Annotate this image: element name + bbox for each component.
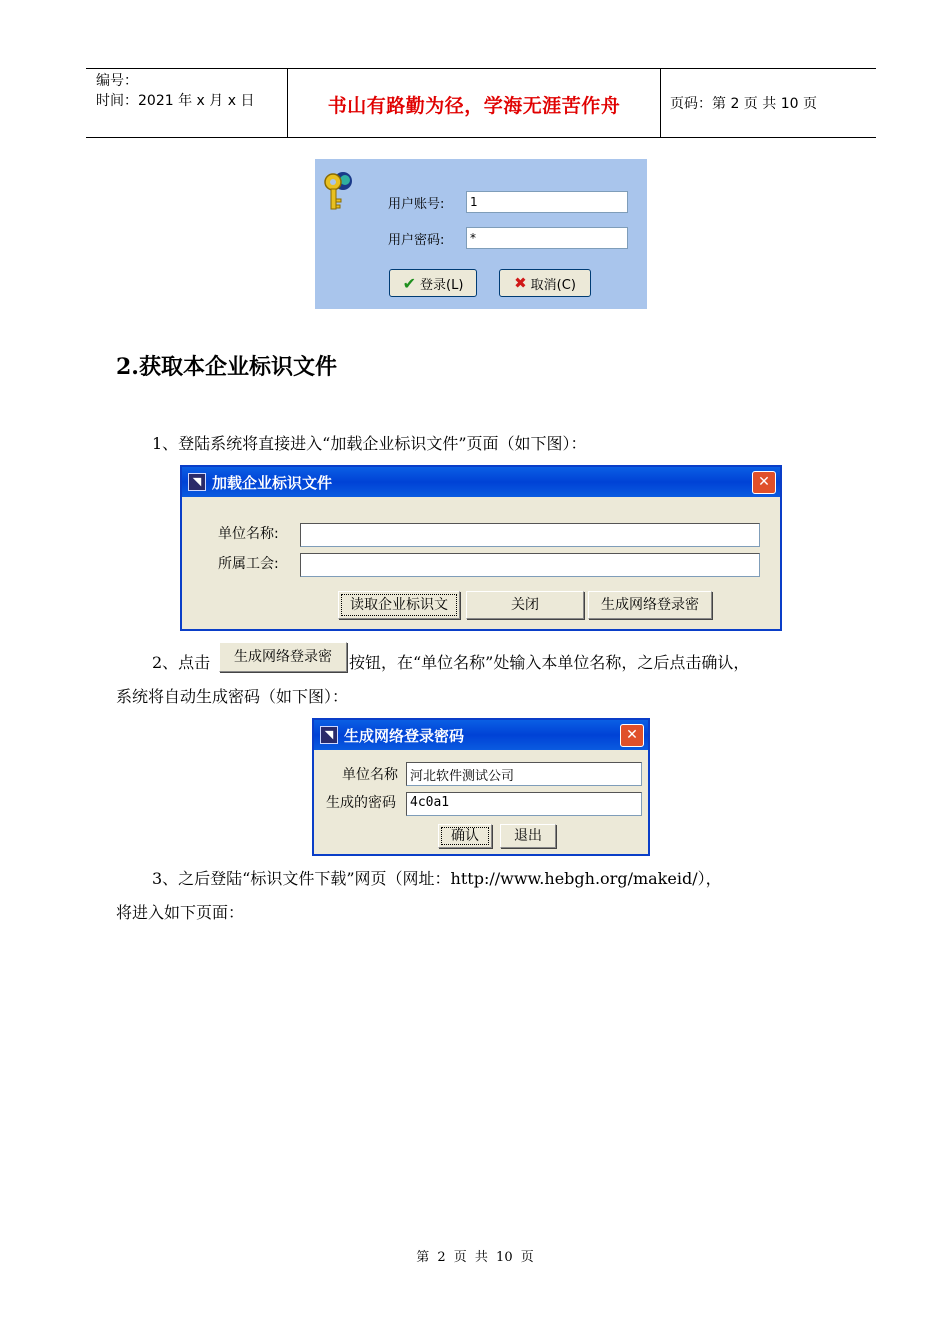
step2-line2: 系统将自动生成密码（如下图）： [116,687,349,706]
unit-name-label: 单位名称: [218,526,279,542]
union-label: 所属工会: [218,556,279,572]
generated-password-field[interactable]: 4c0a1 [406,792,642,816]
app-icon: ◥ [188,473,206,491]
login-button[interactable] [389,269,477,297]
window-titlebar [182,467,780,497]
union-input[interactable] [300,553,760,577]
generate-password-window [312,718,650,856]
section-heading: 2.获取本企业标识文件 [116,354,337,380]
step3-line1: 3、之后登陆“标识文件下载”网页（网址：http://www.hebgh.org/makeid/）， [152,869,722,888]
account-input[interactable]: 1 [466,191,628,213]
password-label: 用户密码: [388,233,445,248]
step2-prefix: 2、点击 [152,653,211,672]
header-number: 编号： [96,73,138,89]
header-time: 时间：2021 年 x 月 x 日 [96,93,255,109]
step3-line2: 将进入如下页面： [116,903,245,922]
load-id-window [180,465,782,631]
generate-password-button-inline: 生成网络登录密 [219,642,347,672]
login-button-label: 登录(L) [420,277,464,293]
confirm-button[interactable]: 确认 [438,824,492,848]
close-button[interactable]: ✕ [752,471,776,494]
cancel-button-label: 取消(C) [530,277,576,293]
account-label: 用户账号: [388,197,445,212]
window-title: 加载企业标识文件 [212,473,333,492]
generate-password-button[interactable]: 生成网络登录密 [588,591,712,619]
close-window-button[interactable]: 关闭 [466,591,584,619]
step1-text: 1、登陆系统将直接进入“加载企业标识文件”页面（如下图）： [152,434,587,453]
step2-suffix: 按钮，在“单位名称”处输入本单位名称，之后点击确认， [349,653,750,672]
unit-name-label: 单位名称 [342,767,398,783]
page-header [86,68,876,138]
window-titlebar [314,720,648,750]
cancel-button[interactable] [499,269,591,297]
page-footer: 第 2 页 共 10 页 [416,1250,534,1265]
check-icon: ✔ [402,273,416,293]
header-left [96,71,254,111]
header-motto: 书山有路勤为径，学海无涯苦作舟 [327,95,621,117]
unit-name-input[interactable] [300,523,760,547]
close-button[interactable]: ✕ [620,724,644,747]
read-id-file-button[interactable]: 读取企业标识文 [338,591,460,619]
app-icon: ◥ [320,726,338,744]
header-divider [660,69,661,137]
exit-button[interactable]: 退出 [500,824,556,848]
password-input[interactable]: * [466,227,628,249]
unit-name-input[interactable]: 河北软件测试公司 [406,762,642,786]
key-icon [321,169,361,213]
window-title: 生成网络登录密码 [344,726,465,745]
login-dialog [315,159,647,309]
header-page-info: 页码：第 2 页 共 10 页 [670,96,817,112]
close-icon: ✖ [514,274,527,292]
generated-password-label: 生成的密码 [326,795,396,811]
